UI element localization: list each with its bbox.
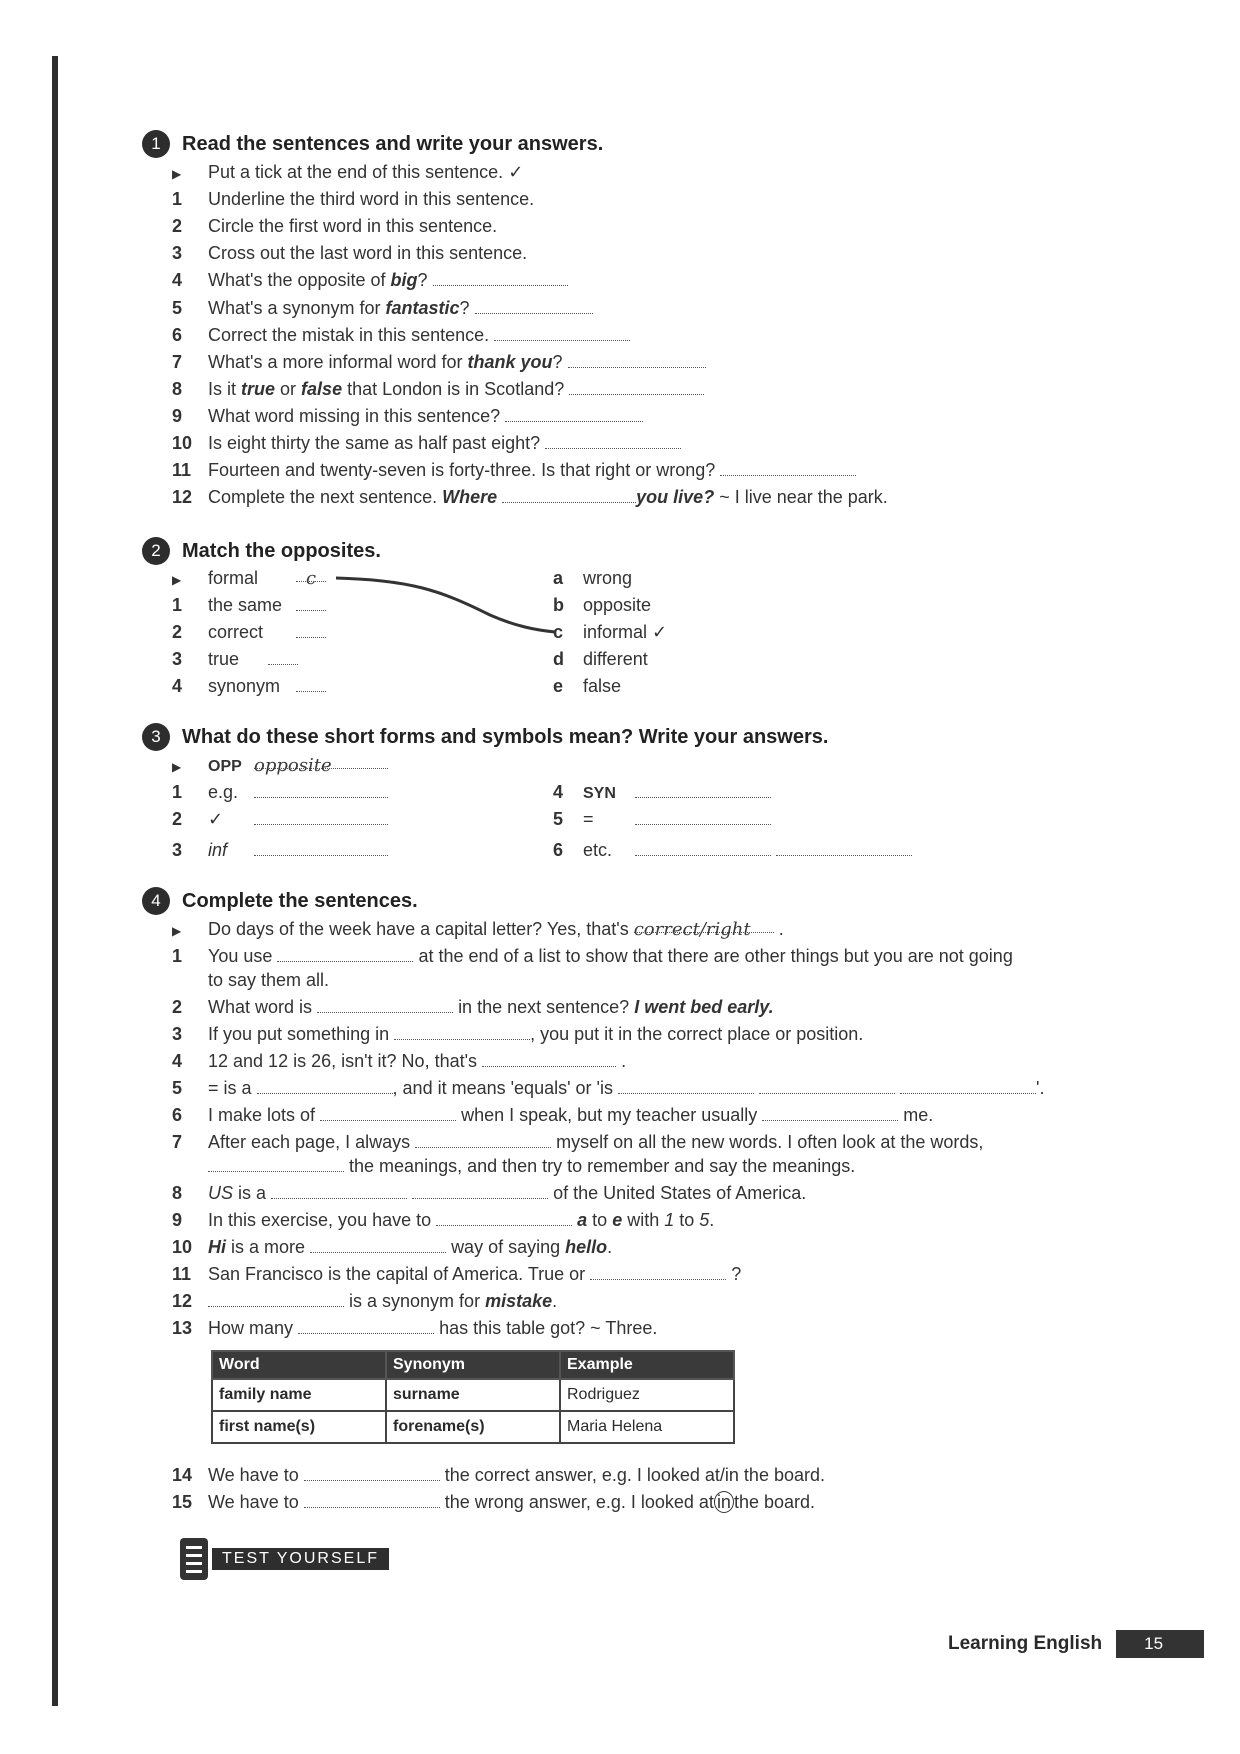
ex1-item: 9 What word missing in this sentence? [172, 404, 643, 428]
answer-blank[interactable] [635, 810, 771, 825]
ex3-item: 2 ✓ [172, 807, 388, 831]
answer-blank[interactable] [436, 1211, 572, 1226]
exercise-heading: Read the sentences and write your answers. [182, 132, 604, 155]
answer-blank[interactable] [618, 1079, 754, 1094]
ex1-example: ▶ Put a tick at the end of this sentence. ✓ [172, 160, 523, 186]
answer-blank[interactable] [320, 1106, 456, 1121]
exercise-heading: Complete the sentences. [182, 889, 418, 912]
table-header: Example [560, 1351, 734, 1379]
play-arrow-icon: ▶ [172, 760, 182, 774]
ex2-right-item: b opposite [553, 595, 652, 615]
answer-blank[interactable] [720, 461, 856, 476]
table-cell: forename(s) [386, 1411, 560, 1443]
ex3-item: 1 e.g. [172, 780, 388, 804]
table-cell: surname [386, 1379, 560, 1411]
test-yourself-badge [180, 1538, 389, 1580]
answer-blank[interactable] [277, 947, 413, 962]
exercise-4-title [142, 887, 418, 915]
ex4-item: 13 How many has this table got? ~ Three. [172, 1318, 658, 1338]
ex4-item: 4 12 and 12 is 26, isn't it? No, that's . [172, 1051, 627, 1071]
word-table [211, 1350, 735, 1444]
play-arrow-icon: ▶ [172, 924, 182, 938]
table-cell: first name(s) [212, 1411, 386, 1443]
answer-blank[interactable] [590, 1265, 726, 1280]
play-arrow-icon: ▶ [172, 573, 182, 587]
exercise-3-title [142, 723, 828, 751]
table-row [212, 1379, 734, 1411]
ex2-left-item: 2 correct [172, 620, 326, 644]
answer-blank[interactable] [505, 407, 643, 422]
ex1-item: 10 Is eight thirty the same as half past eight? [172, 431, 681, 455]
answer-blank[interactable]: opposite [254, 754, 388, 769]
exercise-number: 2 [142, 537, 170, 565]
answer-blank[interactable] [254, 810, 388, 825]
answer-blank[interactable] [296, 677, 326, 692]
answer-blank[interactable] [900, 1079, 1036, 1094]
answer-blank[interactable] [208, 1292, 344, 1307]
notebook-icon [180, 1538, 208, 1580]
ex1-item: 3 Cross out the last word in this sentence. [172, 243, 528, 263]
ex4-item: 14 We have to the correct answer, e.g. I looked at/in the board. [172, 1465, 825, 1485]
answer-blank[interactable] [568, 353, 706, 368]
ex4-item: 9 In this exercise, you have to a to e with 1 to 5. [172, 1210, 715, 1230]
table-header: Word [212, 1351, 386, 1379]
exercise-2-title [142, 537, 381, 565]
ex1-item: 7 What's a more informal word for thank you? [172, 350, 706, 374]
exercise-heading: Match the opposites. [182, 539, 381, 562]
answer-blank[interactable] [254, 841, 388, 856]
table-row [212, 1411, 734, 1443]
ex1-item: 6 Correct the mistak in this sentence. [172, 323, 630, 347]
answer-blank[interactable] [271, 1184, 407, 1199]
answer-blank[interactable] [545, 434, 681, 449]
tick-icon: ✓ [652, 622, 668, 642]
table-header: Synonym [386, 1351, 560, 1379]
answer-blank[interactable] [254, 783, 388, 798]
page-number: 15 [1116, 1630, 1204, 1658]
ex4-item-cont: to say them all. [208, 970, 330, 990]
ex4-item: 12 is a synonym for mistake. [172, 1291, 558, 1311]
ex1-item: 5 What's a synonym for fantastic? [172, 296, 593, 320]
answer-blank[interactable] [304, 1493, 440, 1508]
answer-blank[interactable] [257, 1079, 393, 1094]
exercise-heading: What do these short forms and symbols mean? Write your answers. [182, 725, 829, 748]
table-cell: Maria Helena [560, 1411, 734, 1443]
answer-blank[interactable] [268, 650, 298, 665]
answer-blank[interactable] [304, 1466, 440, 1481]
answer-blank[interactable] [433, 271, 568, 286]
table-cell: Rodriguez [560, 1379, 734, 1411]
ex1-item: 1 Underline the third word in this sentence. [172, 189, 535, 209]
ex2-right-item: e false [553, 676, 622, 696]
table-cell: family name [212, 1379, 386, 1411]
ex4-item: 8 US is a of the United States of America. [172, 1183, 807, 1203]
ex4-item: 3 If you put something in , you put it in the correct place or position. [172, 1024, 864, 1044]
test-yourself-label: TEST YOURSELF [212, 1548, 389, 1570]
answer-blank[interactable] [482, 1052, 616, 1067]
ex2-left-item: 3 true [172, 647, 298, 671]
ex3-item: 3 inf [172, 838, 388, 862]
answer-blank[interactable] [475, 299, 593, 314]
margin-bar [52, 56, 58, 1706]
ex4-item: 2 What word is in the next sentence? I went bed early. [172, 997, 774, 1017]
answer-blank[interactable] [635, 841, 771, 856]
ex1-item: 12 Complete the next sentence. Where you live? ~ I live near the park. [172, 487, 888, 507]
match-line [330, 570, 560, 640]
exercise-number: 3 [142, 723, 170, 751]
answer-blank[interactable] [776, 841, 912, 856]
ex2-right-item: c informal ✓ [553, 622, 668, 642]
ex4-item: 1 You use at the end of a list to show that there are other things but you are not going [172, 946, 1013, 966]
page-footer [948, 1630, 1204, 1658]
answer-blank[interactable] [296, 596, 326, 611]
answer-blank[interactable] [502, 488, 636, 503]
ex4-item: 10 Hi is a more way of saying hello. [172, 1237, 613, 1257]
ex2-left-item: 1 the same [172, 593, 326, 617]
answer-blank[interactable] [296, 623, 326, 638]
answer-blank[interactable]: correct/right [634, 918, 774, 933]
ex2-left-item: ▶ formal c [172, 566, 326, 592]
ex3-item: 4 SYN [553, 780, 771, 806]
answer-blank[interactable] [415, 1133, 551, 1148]
ex3-item: 5 = [553, 807, 771, 831]
ex2-left-item: 4 synonym [172, 674, 326, 698]
ex1-item: 4 What's the opposite of big? [172, 268, 568, 292]
ex4-item: 6 I make lots of when I speak, but my teacher usually me. [172, 1105, 934, 1125]
exercise-number: 1 [142, 130, 170, 158]
ex2-right-item: a wrong [553, 568, 633, 588]
ex1-item: 8 Is it true or false that London is in Scotland? [172, 377, 704, 401]
answer-blank[interactable] [635, 783, 771, 798]
ex1-item: 2 Circle the first word in this sentence. [172, 216, 498, 236]
exercise-number: 4 [142, 887, 170, 915]
circled-word: in [714, 1491, 734, 1513]
footer-title: Learning English [948, 1633, 1103, 1654]
ex4-item: 7 After each page, I always myself on all the new words. I often look at the words, [172, 1132, 984, 1152]
exercise-1-title [142, 130, 603, 158]
answer-blank[interactable] [762, 1106, 898, 1121]
answer-blank[interactable] [310, 1238, 446, 1253]
ex1-item: 11 Fourteen and twenty-seven is forty-three. Is that right or wrong? [172, 458, 856, 482]
ex4-item: 11 San Francisco is the capital of America. True or ? [172, 1264, 742, 1284]
answer-blank[interactable] [494, 326, 630, 341]
answer-blank[interactable] [317, 998, 453, 1013]
answer-blank[interactable] [759, 1079, 895, 1094]
tick-icon: ✓ [508, 162, 524, 182]
play-arrow-icon: ▶ [172, 167, 182, 181]
answer-blank[interactable] [298, 1319, 434, 1334]
ex4-example: ▶ Do days of the week have a capital letter? Yes, that's correct/right . [172, 917, 784, 943]
ex3-item: 6 etc. [553, 838, 912, 862]
ex4-item-cont: the meanings, and then try to remember and say the meanings. [208, 1154, 855, 1178]
ex2-right-item: d different [553, 649, 648, 669]
ex4-item: 15 We have to the wrong answer, e.g. I looked at in the board. [172, 1492, 816, 1512]
answer-blank[interactable] [412, 1184, 548, 1199]
ex4-item: 5 = is a , and it means 'equals' or 'is '. [172, 1078, 1045, 1098]
ex3-example: ▶ OPP opposite [172, 753, 388, 779]
answer-blank[interactable] [569, 380, 704, 395]
answer-blank[interactable] [394, 1025, 530, 1040]
answer-blank[interactable] [208, 1157, 344, 1172]
answer-blank[interactable]: c [296, 567, 326, 582]
